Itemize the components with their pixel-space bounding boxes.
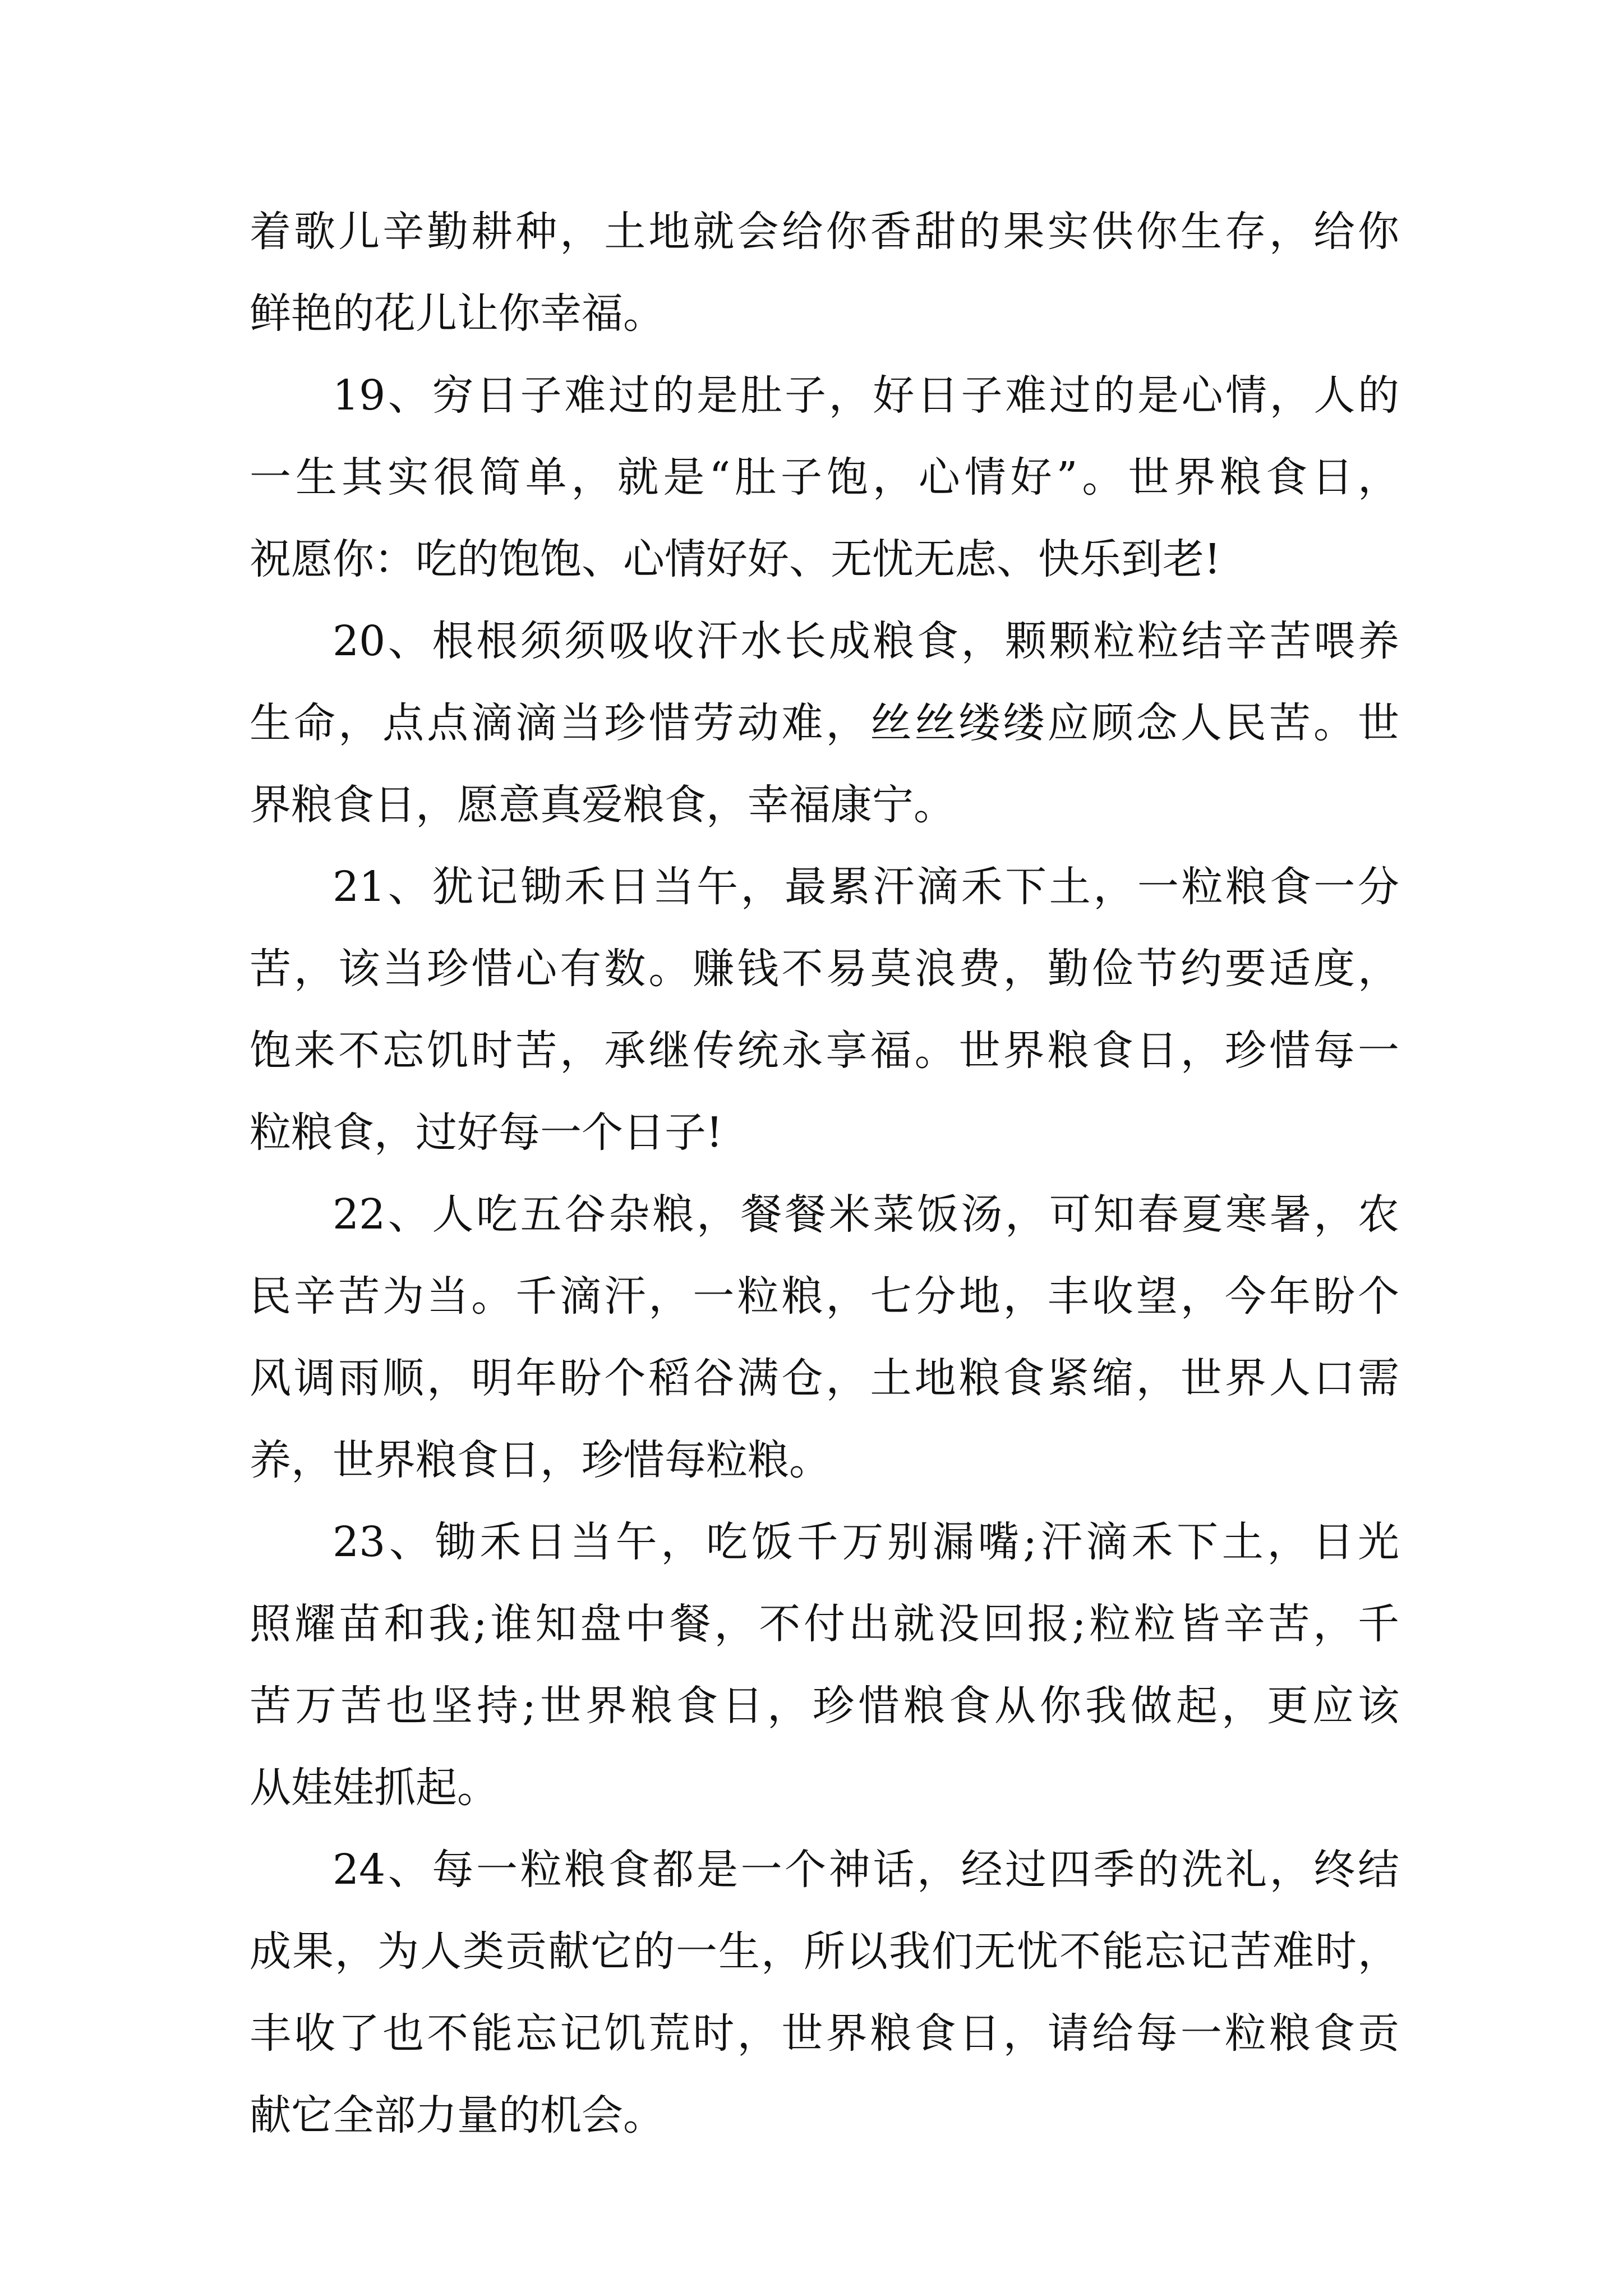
paragraph-23-line: 苦万苦也坚持;世界粮食日，珍惜粮食从你我做起，更应该 — [250, 1682, 1399, 1730]
paragraph-24-line: 丰收了也不能忘记饥荒时，世界粮食日，请给每一粒粮食贡 — [250, 2009, 1399, 2058]
paragraph-21-line: 饱来不忘饥时苦，承继传统永享福。世界粮食日，珍惜每一 — [250, 1027, 1399, 1075]
paragraph-20-line: 生命，点点滴滴当珍惜劳动难，丝丝缕缕应顾念人民苦。世 — [250, 699, 1399, 747]
paragraph-21-line: 21、犹记锄禾日当午，最累汗滴禾下土，一粒粮食一分 — [333, 863, 1399, 911]
paragraph-22-line: 民辛苦为当。千滴汗，一粒粮，七分地，丰收望，今年盼个 — [250, 1272, 1399, 1320]
paragraph-20-line: 界粮食日，愿意真爱粮食，幸福康宁。 — [250, 781, 955, 829]
paragraph-23-line: 23、锄禾日当午，吃饭千万别漏嘴;汗滴禾下土，日光 — [333, 1518, 1399, 1566]
paragraph-20-line: 20、根根须须吸收汗水长成粮食，颗颗粒粒结辛苦喂养 — [333, 617, 1399, 665]
paragraph-19-line: 一生其实很简单，就是“肚子饱，心情好”。世界粮食日， — [250, 453, 1399, 501]
paragraph-23-line: 从娃娃抓起。 — [250, 1764, 499, 1812]
paragraph-22-line: 22、人吃五谷杂粮，餐餐米菜饭汤，可知春夏寒暑，农 — [333, 1190, 1399, 1239]
text-line: 鲜艳的花儿让你幸福。 — [250, 289, 665, 338]
paragraph-22-line: 养，世界粮食日，珍惜每粒粮。 — [250, 1436, 831, 1484]
paragraph-21-line: 苦，该当珍惜心有数。赚钱不易莫浪费，勤俭节约要适度， — [250, 945, 1399, 993]
paragraph-24-line: 献它全部力量的机会。 — [250, 2091, 665, 2139]
paragraph-21-line: 粒粮食，过好每一个日子! — [250, 1108, 723, 1157]
paragraph-24-line: 24、每一粒粮食都是一个神话，经过四季的洗礼，终结 — [333, 1846, 1399, 1894]
text-line: 着歌儿辛勤耕种，土地就会给你香甜的果实供你生存，给你 — [250, 208, 1399, 256]
paragraph-19-line: 19、穷日子难过的是肚子，好日子难过的是心情，人的 — [333, 371, 1399, 420]
paragraph-23-line: 照耀苗和我;谁知盘中餐，不付出就没回报;粒粒皆辛苦，千 — [250, 1600, 1399, 1648]
paragraph-22-line: 风调雨顺，明年盼个稻谷满仓，土地粮食紧缩，世界人口需 — [250, 1354, 1399, 1402]
paragraph-24-line: 成果，为人类贡献它的一生，所以我们无忧不能忘记苦难时， — [250, 1927, 1399, 1976]
document-body — [250, 191, 1399, 2156]
paragraph-19-line: 祝愿你：吃的饱饱、心情好好、无忧无虑、快乐到老! — [250, 535, 1221, 583]
